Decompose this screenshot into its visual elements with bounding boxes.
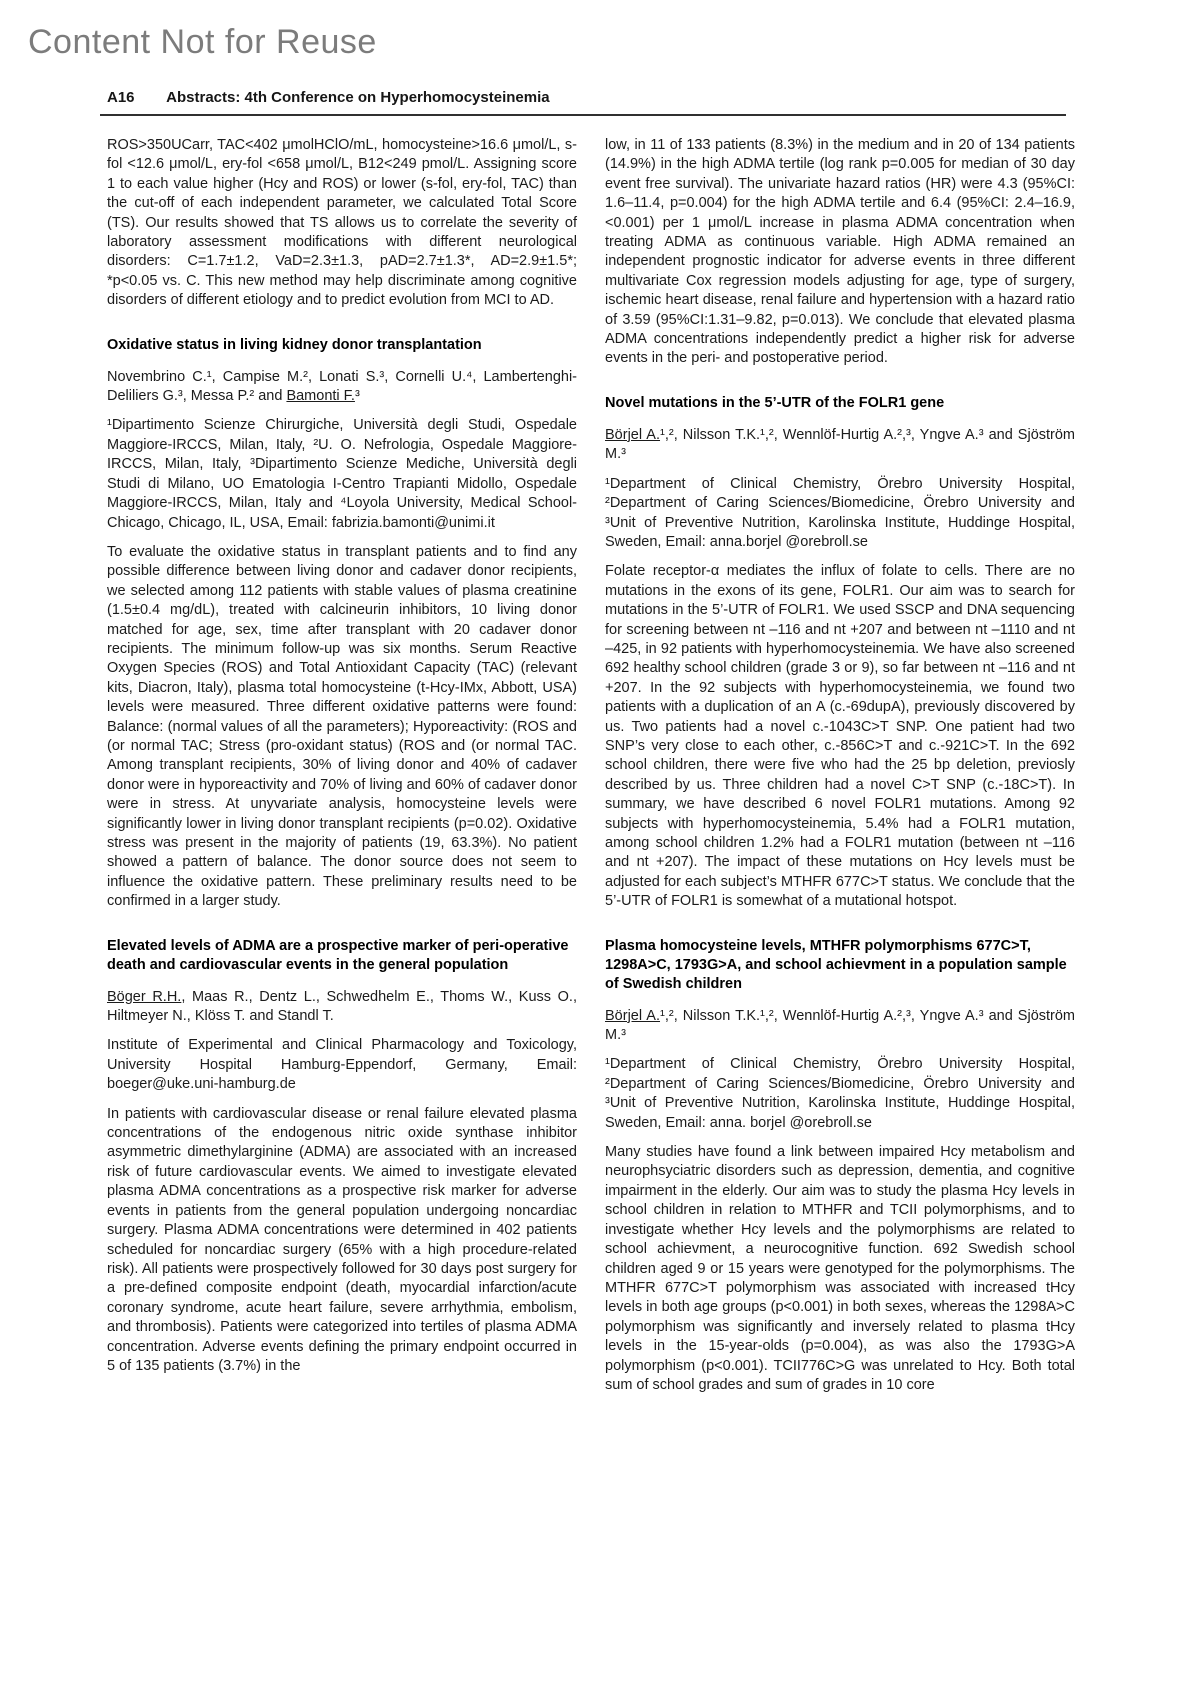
page-number: A16 (107, 89, 135, 106)
header-rule (100, 114, 1066, 116)
abstract-body: To evaluate the oxidative status in transplant patients and to find any possible difference between living donor and cadaver donor recipients, we selected among 112 patients with stable values of plasma creatinine (1.5±0.4 mg/dL), treated with calcineurin inhibitors, 10 living donor matched for age, sex, time after transplant with 20 cadaver donor recipients. The minimum follow-up was six months. Serum Reactive Oxygen Species (ROS) and Total Antioxidant Capacity (TAC) (relevant kits, Diacron, Italy), plasma total homocysteine (t-Hcy-IMx, Abbott, USA) levels were measured. Three different oxidative patterns were found: Balance: (normal values of all the parameters); Hyporeactivity: (ROS and (or normal TAC; Stress (pro-oxidant status) (ROS and (or normal TAC. Among transplant recipients, 30% of living donor and 40% of cadaver donor were in hyporeactivity and 70% of living and 60% of cadaver donor were in stress. At unyvariate analysis, homocysteine levels were significantly lower in living donor transplant recipients (p=0.02). Oxidative stress was present in the majority of patients (19, 63.3%). No patient showed a pattern of balance. The donor source does not seem to influence the oxidative pattern. These preliminary results need to be confirmed in a larger study. (107, 543, 577, 910)
abstract-title: Plasma homocysteine levels, MTHFR polymorphisms 677C>T, 1298A>C, 1793G>A, and school achievment in a population sample of Swedish children (605, 937, 1067, 992)
abstract-title: Elevated levels of ADMA are a prospective marker of peri-operative death and cardiovascular events in the general population (107, 937, 569, 973)
watermark-text: Content Not for Reuse (28, 23, 377, 61)
abstract-mthfr-school (605, 937, 1075, 1396)
abstract-body: Many studies have found a link between impaired Hcy metabolism and neurophsyciatric disorders such as depression, dementia, and cognitive impairment in the elderly. Our aim was to study the plasma Hcy levels in school children in relation to MTHFR and TCII polymorphisms, and to investigate whether Hcy levels and the polymorphisms are related to school achievment, a neurocognitive function. 692 Swedish school children aged 9 or 15 years were genotyped for the polymorphisms. The MTHFR 677C>T polymorphism was associated with increased tHcy levels in both age groups (p<0.001) in both sexes, whereas the 1298A>C polymorphism was significantly and inversely related to plasma tHcy levels in the 15-year-olds (p=0.004), as was also the 1793G>A polymorphism (p<0.001). TCII776C>G was unrelated to Hcy. Both total sum of school grades and sum of grades in 10 core (605, 1144, 1075, 1393)
abstract-oxidative-status (107, 336, 577, 912)
left-column (107, 136, 577, 1376)
abstract-affiliation: Institute of Experimental and Clinical Pharmacology and Toxicology, University Hospital Hamburg-Eppendorf, Germany, Email: boeger@uke.uni-hamburg.de (107, 1037, 577, 1093)
abstract-title: Novel mutations in the 5’-UTR of the FOLR1 gene (605, 394, 945, 411)
abstract-adma-marker (107, 937, 577, 1377)
abstract-authors: Börjel A.¹,², Nilsson T.K.¹,², Wennlöf-Hurtig A.²,³, Yngve A.³ and Sjöström M.³ (605, 426, 1076, 463)
abstract-body: In patients with cardiovascular disease or renal failure elevated plasma concentrations of the endogenous nitric oxide synthase inhibitor asymmetric dimethylarginine (ADMA) are associated with an increased risk of future cardiovascular events. We aimed to investigate elevated plasma ADMA concentrations as a prospective risk marker for adverse events in patients from the general population undergoing noncardiac surgery. Plasma ADMA concentrations were determined in 402 patients scheduled for noncardiac surgery (65% with a high procedure-related risk). All patients were prospectively followed for 30 days post surgery for a pre-defined composite endpoint (death, myocardial infarction/acute coronary syndrome, acute heart failure, severe arrhythmia, embolism, and thrombosis). Patients were categorized into tertiles of plasma ADMA concentration. Adverse events defining the primary endpoint occurred in 5 of 135 patients (3.7%) in the (107, 1105, 577, 1374)
abstract-authors: Novembrino C.¹, Campise M.², Lonati S.³, Cornelli U.⁴, Lambertenghi-Deliliers G.³, Messa P.² and Bamonti F.³ (107, 368, 577, 405)
abstract-affiliation: ¹Department of Clinical Chemistry, Örebro University Hospital, ²Department of Caring Sciences/Biomedicine, Örebro University and ³Unit of Preventive Nutrition, Karolinska Institute, Huddinge Hospital, Sweden, Email: anna.borjel @orebroll.se (605, 475, 1075, 550)
page-header (107, 89, 550, 106)
abstract-title: Oxidative status in living kidney donor transplantation (107, 336, 482, 353)
continued-paragraph: low, in 11 of 133 patients (8.3%) in the medium and in 20 of 134 patients (14.9%) in the high ADMA tertile (log rank p=0.005 for median of 30 day event free survival). The univariate hazard ratios (HR) were 4.3 (95%CI: 1.6–11.4, p=0.004) for the high ADMA tertile and 6.4 (95%CI: 2.4–16.9, <0.001) per 1 μmol/L increase in plasma ADMA concentration when treating ADMA as continuous variable. High ADMA remained an independent prognostic indicator for adverse events in three different multivariate Cox regression models adjusting for age, type of surgery, ischemic heart disease, renal failure and hypertension with a hazard ratio of 3.59 (95%CI:1.31–9.82, p=0.013). We conclude that elevated plasma ADMA concentrations independently predict a higher risk for adverse events in the peri- and postoperative period. (605, 137, 1075, 367)
abstract-body: Folate receptor-α mediates the influx of folate to cells. There are no mutations in the exons of its gene, FOLR1. Our aim was to search for mutations in the 5’-UTR of FOLR1. We used SSCP and DNA sequencing for screening between nt –116 and nt +207 and between nt –1110 and nt –425, in 92 patients with hyperhomocysteinemia. We have also screened 692 healthy school children (grade 3 or 9), so far between nt –116 and nt +207. In the 92 subjects with hyperhomocysteinemia, we found two patients with a duplication of an A (c.-69dupA), previously discovered by us. Two patients had a novel c.-1043C>T SNP. One patient had two SNP’s very close to each other, c.-856C>T and c.-921C>T. In the 692 school children, there were five who had the 25 bp deletion, previosly described by us. Three children had a novel C>T SNP (c.-18C>T). In summary, we have described 6 novel FOLR1 mutations. Among 92 subjects with hyperhomocysteinemia, 5.4% had a FOLR1 mutation, among school children 1.2% had a FOLR1 mutation (between nt –116 and nt +207). The impact of these mutations on Hcy levels must be adjusted for each subject’s MTHFR 677C>T status. We conclude that the 5’-UTR of FOLR1 is somewhat of a mutational hotspot. (605, 563, 1075, 910)
abstract-folr1-mutations (605, 394, 1075, 912)
abstract-authors: Börjel A.¹,², Nilsson T.K.¹,², Wennlöf-Hurtig A.²,³, Yngve A.³ and Sjöström M.³ (605, 1007, 1076, 1044)
right-column (605, 136, 1075, 1395)
abstract-authors: Böger R.H., Maas R., Dentz L., Schwedhelm E., Thoms W., Kuss O., Hiltmeyer N., Klöss T. and Standl T. (107, 988, 577, 1025)
running-head-title: Abstracts: 4th Conference on Hyperhomocysteinemia (166, 89, 550, 106)
abstract-affiliation: ¹Department of Clinical Chemistry, Örebro University Hospital, ²Department of Caring Sciences/Biomedicine, Örebro University and ³Unit of Preventive Nutrition, Karolinska Institute, Huddinge Hospital, Sweden, Email: anna. borjel @orebroll.se (605, 1056, 1075, 1131)
abstract-affiliation: ¹Dipartimento Scienze Chirurgiche, Università degli Studi, Ospedale Maggiore-IRCCS, Milan, Italy, ²U. O. Nefrologia, Ospedale Maggiore-IRCCS, Milan, Italy, ³Dipartimento Scienze Mediche, Università degli Studi di Milano, UO Ematologia I-Centro Trapianti Midollo, Ospedale Maggiore-IRCCS, Milan, Italy and ⁴Loyola University, Medical School-Chicago, Chicago, IL, USA, Email: fabrizia.bamonti@unimi.it (107, 417, 577, 531)
continued-paragraph: ROS>350UCarr, TAC<402 μmolHClO/mL, homocysteine>16.6 μmol/L, s-fol <12.6 μmol/L, ery-fol <658 μmol/L, B12<249 pmol/L. Assigning score 1 to each value higher (Hcy and ROS) or lower (s-fol, ery-fol, TAC) than the cut-off of each independent parameter, we calculated Total Score (TS). Our results showed that TS allows us to correlate the severity of laboratory assessment modifications with different neurological disorders: C=1.7±1.2, VaD=2.3±1.3, pAD=2.7±1.3*, AD=2.9±1.5*; *p<0.05 vs. C. This new method may help discriminate among cognitive disorders of different etiology and to predict evolution from MCI to AD. (107, 137, 577, 309)
